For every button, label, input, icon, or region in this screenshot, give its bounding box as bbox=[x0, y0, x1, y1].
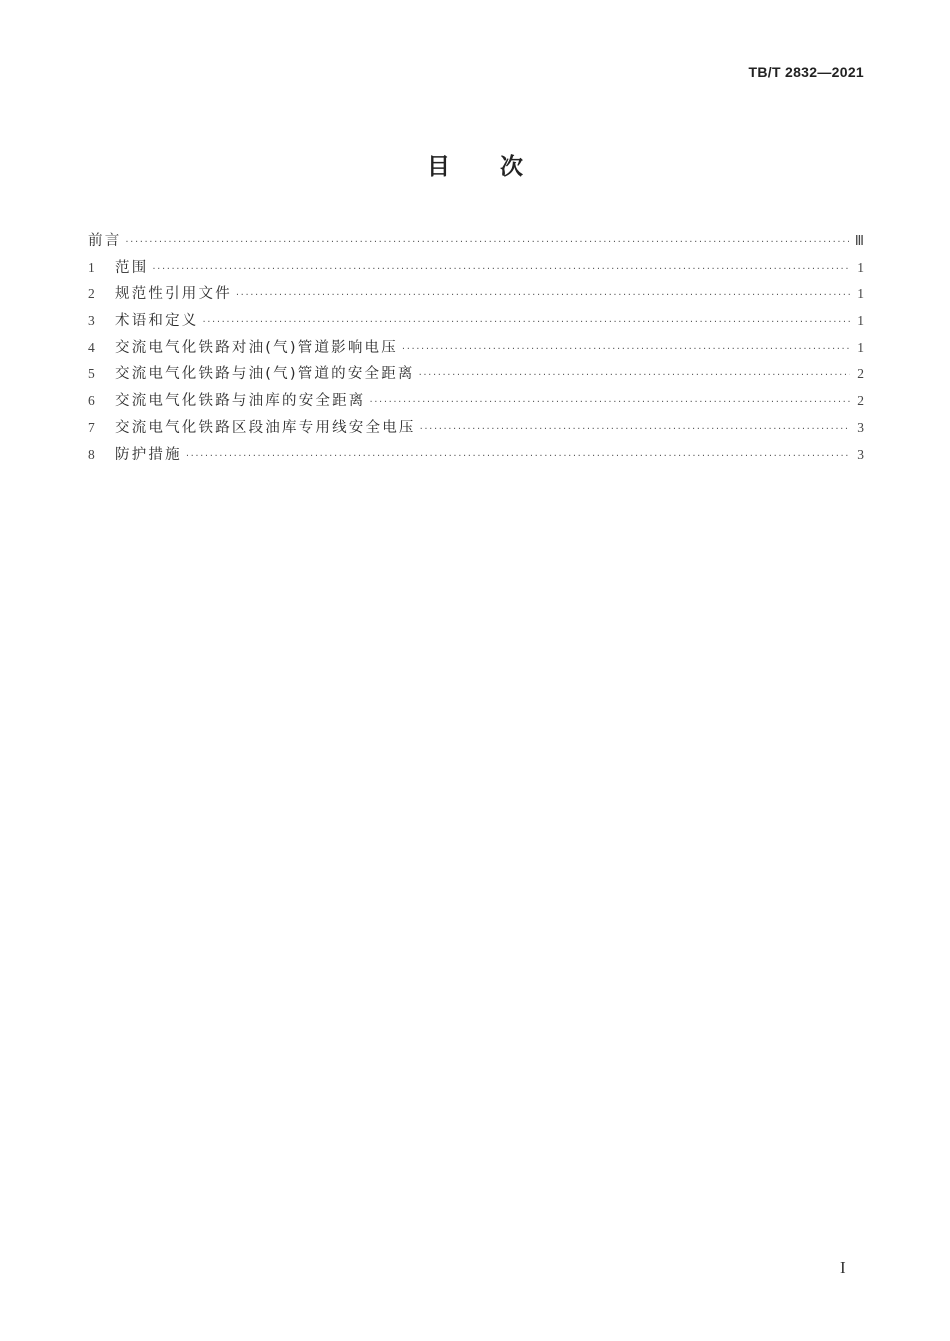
toc-leader-dots bbox=[203, 310, 851, 337]
toc-entry-number: 5 bbox=[88, 366, 95, 382]
toc-entry-page: 3 bbox=[857, 446, 864, 462]
toc-entry-8[interactable] bbox=[88, 442, 864, 469]
page-number: I bbox=[840, 1258, 846, 1277]
toc-entry-4[interactable] bbox=[88, 335, 864, 362]
toc-entry-title: 交流电气化铁路与油库的安全距离 bbox=[115, 393, 366, 410]
toc-entry-title: 范围 bbox=[115, 259, 149, 276]
toc-entry-2[interactable] bbox=[88, 281, 864, 308]
toc-entry-title: 规范性引用文件 bbox=[115, 286, 232, 303]
toc-leader-dots bbox=[152, 257, 850, 284]
toc-entry-page: 1 bbox=[857, 259, 864, 275]
toc-entry-number: 6 bbox=[88, 393, 95, 409]
toc-entry-number: 8 bbox=[88, 446, 95, 462]
toc-leader-dots bbox=[370, 390, 851, 417]
toc-leader-dots bbox=[236, 283, 850, 310]
toc-entry-page: Ⅲ bbox=[854, 233, 864, 248]
toc-entry-5[interactable] bbox=[88, 361, 864, 388]
toc-entry-page: 3 bbox=[857, 419, 864, 435]
toc-entry-number: 7 bbox=[88, 419, 95, 435]
toc-entry-title: 术语和定义 bbox=[115, 313, 199, 330]
toc-entry-page: 1 bbox=[857, 286, 864, 302]
toc-entry-number: 1 bbox=[88, 259, 95, 275]
toc-entry-1[interactable] bbox=[88, 255, 864, 282]
toc-entry-title: 交流电气化铁路区段油库专用线安全电压 bbox=[115, 419, 416, 436]
toc-entry-foreword[interactable] bbox=[88, 228, 864, 255]
toc-entry-number: 2 bbox=[88, 286, 95, 302]
page-title: 目次 bbox=[427, 154, 573, 180]
toc-entry-title: 交流电气化铁路对油(气)管道影响电压 bbox=[115, 339, 398, 356]
table-of-contents bbox=[88, 228, 864, 468]
standard-code: TB/T 2832—2021 bbox=[748, 64, 864, 80]
toc-entry-7[interactable] bbox=[88, 415, 864, 442]
toc-entry-number: 4 bbox=[88, 339, 95, 355]
toc-leader-dots bbox=[402, 337, 850, 364]
toc-entry-6[interactable] bbox=[88, 388, 864, 415]
toc-leader-dots bbox=[420, 417, 850, 444]
toc-entry-page: 1 bbox=[857, 313, 864, 329]
toc-entry-title: 防护措施 bbox=[115, 446, 182, 463]
toc-entry-3[interactable] bbox=[88, 308, 864, 335]
toc-leader-dots bbox=[186, 444, 850, 471]
toc-entry-page: 1 bbox=[857, 339, 864, 355]
toc-leader-dots bbox=[125, 230, 848, 257]
toc-entry-page: 2 bbox=[857, 366, 864, 382]
toc-entry-title: 前言 bbox=[88, 233, 122, 249]
toc-entry-title: 交流电气化铁路与油(气)管道的安全距离 bbox=[115, 366, 415, 383]
toc-leader-dots bbox=[419, 363, 850, 390]
toc-entry-number: 3 bbox=[88, 313, 95, 329]
toc-entry-page: 2 bbox=[857, 393, 864, 409]
